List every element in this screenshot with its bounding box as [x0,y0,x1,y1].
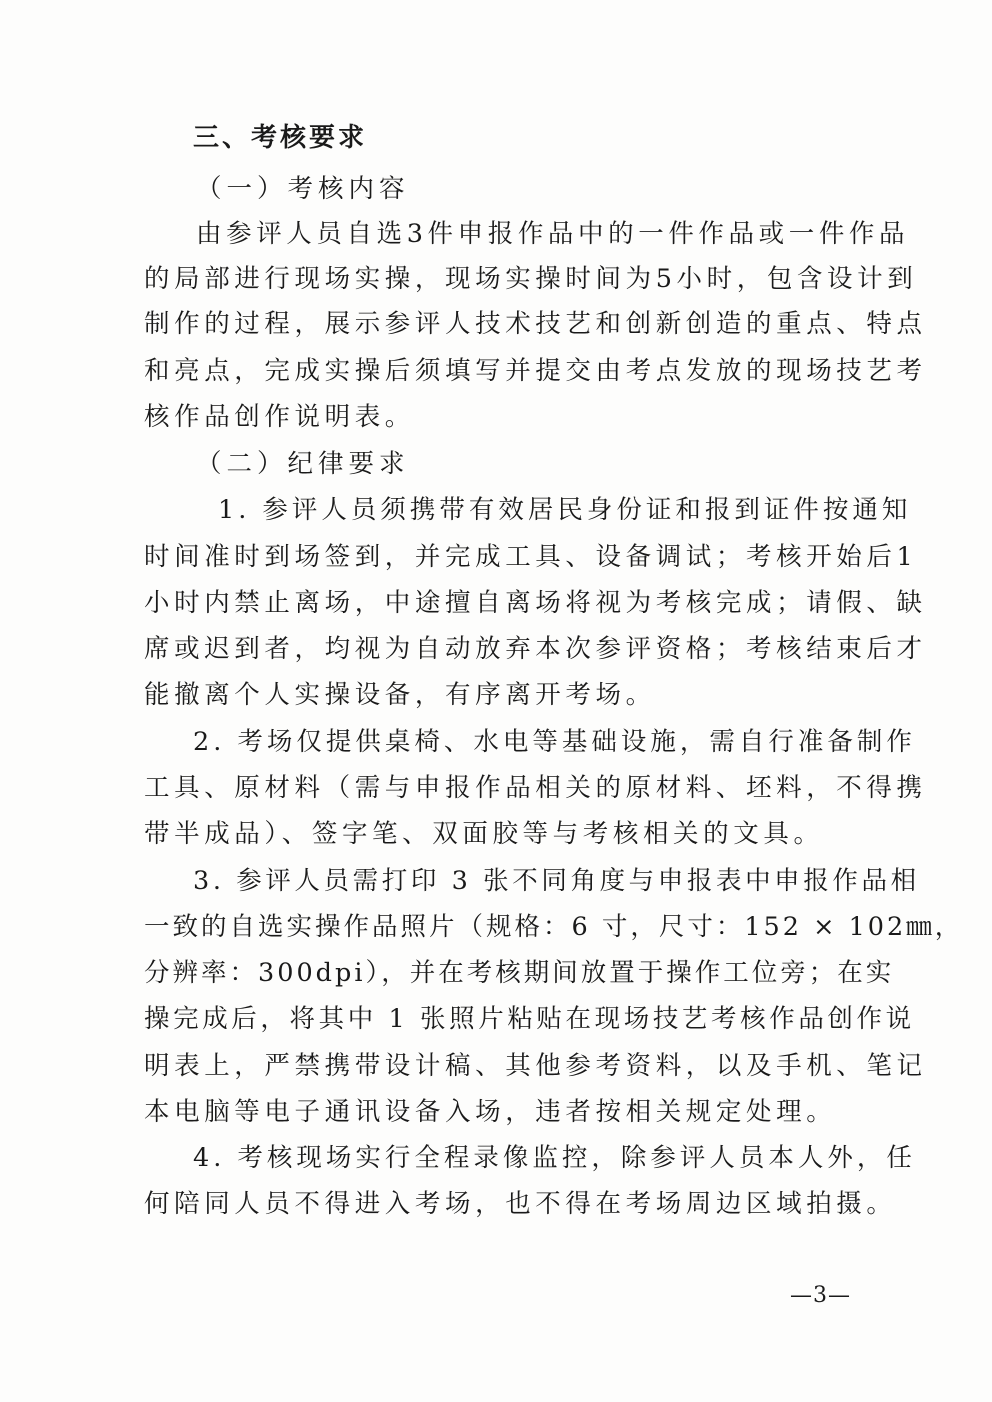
item3-line-4: 操完成后，将其中 1 张照片粘贴在现场技艺考核作品创作说 [144,1004,915,1034]
item4-line-2: 何陪同人员不得进入考场，也不得在考场周边区域拍摄。 [144,1189,897,1219]
item3-line-3: 分辨率：300dpi），并在考核期间放置于操作工位旁；在实 [144,958,895,988]
content-line-3: 制作的过程，展示参评人技术技艺和创新创造的重点、特点 [144,309,927,339]
item3-line-6: 本电脑等电子通讯设备入场，违者按相关规定处理。 [144,1097,837,1127]
item1-line-2: 时间准时到场签到，并完成工具、设备调试；考核开始后1 [144,542,918,572]
item1-line-1: 1. 参评人员须携带有效居民身份证和报到证件按通知 [218,495,912,525]
item1-line-4: 席或迟到者，均视为自动放弃本次参评资格；考核结束后才 [144,634,927,664]
content-line-5: 核作品创作说明表。 [144,402,415,432]
content-line-4: 和亮点，完成实操后须填写并提交由考点发放的现场技艺考 [144,356,927,386]
content-line-2: 的局部进行现场实操，现场实操时间为5小时，包含设计到 [144,264,918,294]
item2-line-2: 工具、原材料（需与申报作品相关的原材料、坯料，不得携 [144,773,927,803]
page-number: —3— [790,1283,851,1308]
item3-line-2: 一致的自选实操作品照片（规格：6 寸，尺寸：152 × 102㎜， [144,912,964,942]
item3-line-5: 明表上，严禁携带设计稿、其他参考资料，以及手机、笔记 [144,1051,927,1081]
item1-line-3: 小时内禁止离场，中途擅自离场将视为考核完成；请假、缺 [144,588,927,618]
content-heading: （一）考核内容 [196,174,410,204]
item2-line-3: 带半成品）、签字笔、双面胶等与考核相关的文具。 [144,819,824,849]
discipline-heading: （二）纪律要求 [196,449,410,479]
item2-line-1: 2. 考场仅提供桌椅、水电等基础设施，需自行准备制作 [193,727,916,757]
item4-line-1: 4. 考核现场实行全程录像监控，除参评人员本人外，任 [193,1143,916,1173]
item3-line-1: 3. 参评人员需打印 3 张不同角度与申报表中申报作品相 [193,866,920,896]
item1-line-5: 能撤离个人实操设备，有序离开考场。 [144,680,656,710]
content-line-1: 由参评人员自选3件申报作品中的一件作品或一件作品 [196,219,910,249]
section-heading: 三、考核要求 [193,123,368,153]
